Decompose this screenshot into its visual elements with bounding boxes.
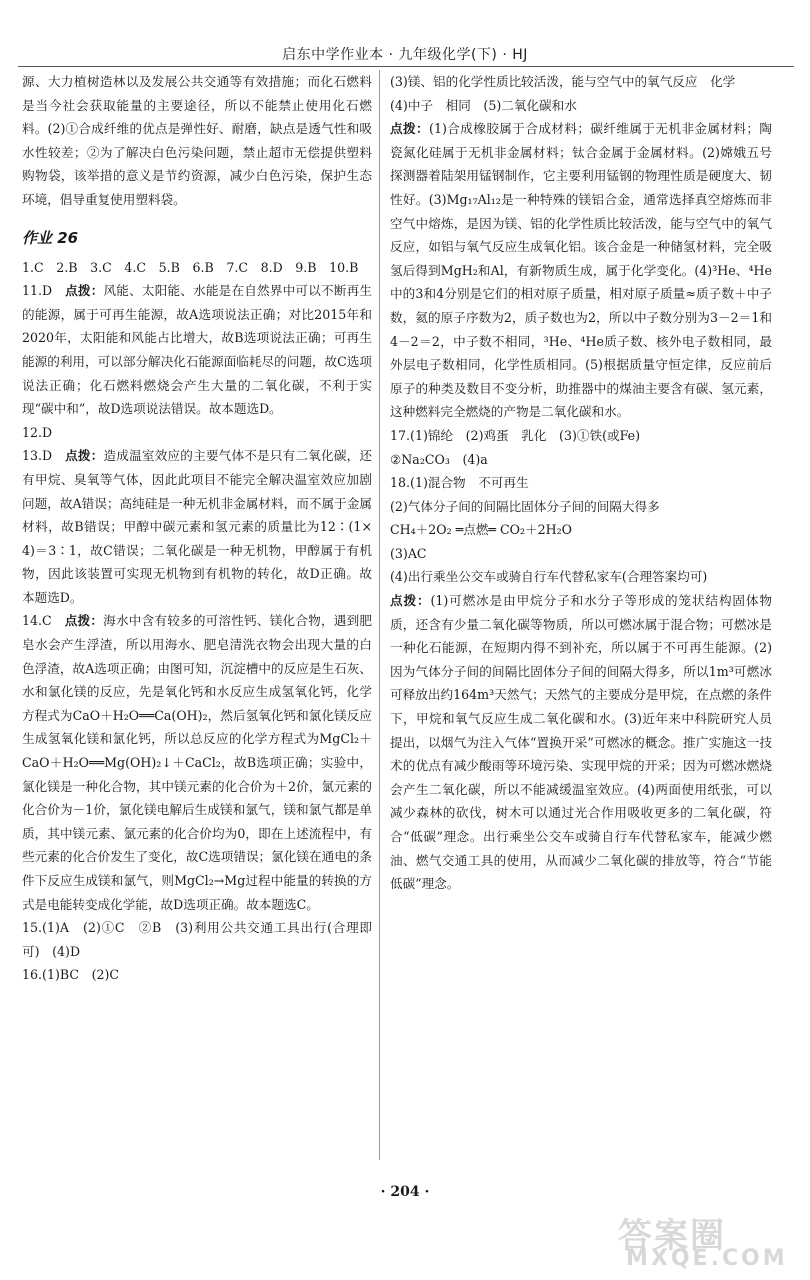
left-column <box>22 70 372 1165</box>
question-16-explanation: 点拨：(1)合成橡胶属于合成材料；碳纤维属于无机非金属材料；陶瓷氮化硅属于无机非金属材料；钛合金属于金属材料。(2)嫦娥五号探测器着陆架用锰钢制作，它主要利用锰钢的物理性质是硬度大、韧性好。(3)Mg₁₇Al₁₂是一种特殊的镁铝合金，通常选择真空熔炼而非空气中熔炼，是因为镁、铝的化学性质比较活泼，能与空气中的氧气反应，如铝与氧气反应生成氧化铝。该合金是一种储氢材料，完全吸氢后得到MgH₂和Al，有新物质生成，属于化学变化。(4)³He、⁴He中的3和4分别是它们的相对原子质量，相对原子质量≈质子数＋中子数，氦的原子序数为2，质子数也为2，所以中子数分别为3－2＝1和4－2＝2，中子数不相同，³He、⁴He质子数、核外电子数相同，最外层电子数相同，化学性质相同。(5)根据质量守恒定律，反应前后原子的种类及数目不变分析，助推器中的煤油主要含有碳、氢元素，这种燃料完全燃烧的产物是二氧化碳和水。 <box>390 121 773 420</box>
watermark-logo <box>610 1208 800 1274</box>
question-18-part-2: (2)气体分子间的间隔比固体分子间的间隔大得多 <box>390 498 660 514</box>
question-16-continued: (3)镁、铝的化学性质比较活泼，能与空气中的氧气反应 化学 <box>390 74 736 89</box>
question-17-a: 17.(1)锦纶 (2)鸡蛋 乳化 (3)①铁(或Fe) <box>390 427 640 443</box>
question-17-b: ②Na₂CO₃ (4)a <box>390 451 488 467</box>
section-title: 作业 26 <box>22 228 79 247</box>
watermark-text: 答案圈 <box>618 1216 726 1256</box>
page-header: 启东中学作业本 · 九年级化学(下) · HJ <box>282 47 528 63</box>
question-18-part-3: (3)AC <box>390 545 427 561</box>
page-number: · 204 · <box>380 1184 430 1200</box>
question-12: 12.D <box>22 424 53 440</box>
chemical-equation: CH₄＋2O₂ ═点燃═ CO₂＋2H₂O <box>390 522 572 538</box>
question-16: 16.(1)BC (2)C <box>22 967 120 983</box>
question-11: 11.D 点拨：风能、太阳能、水能是在自然界中可以不断再生的能源，属于可再生能源，故A选项说法正确；对比2015年和2020年，太阳能和风能占比增大，故B选项说法正确；可再生能源的利用，可以部分解决化石能源面临耗尽的问题，故C选项说法正确；化石燃料燃烧会产生大量的二氧化碳，不利于实现“碳中和”，故D选项说法错误。故本题选D。 <box>22 283 372 417</box>
question-14: 14.C 点拨：海水中含有较多的可溶性钙、镁化合物，遇到肥皂水会产生浮渣，所以用海水、肥皂清洗衣物会出现大量的白色浮渣，故A选项正确；由图可知，沉淀槽中的反应是生石灰、水和氯化镁的反应，先是氧化钙和水反应生成氢氧化钙，化学方程式为CaO＋H₂O══Ca(OH)₂，然后氢氧化钙和氯化镁反应生成氢氧化镁和氯化钙，所以总反应的化学方程式为MgCl₂＋CaO＋H₂O══Mg(OH)₂↓＋CaCl₂，故B选项正确；实验中，氯化镁是一种化合物，其中镁元素的化合价为＋2价，氯元素的化合价为－1价，氯化镁电解后生成镁和氯气，镁和氯气都是单质，其中镁元素、氯元素的化合价均为0，即在上述流程中，有些元素的化合价发生了变化，故C选项错误；氯化镁在通电的条件下反应生成镁和氯气，则MgCl₂→Mg过程中能量的转换的方式是电能转变成化学能，故D选项正确。故本题选C。 <box>22 613 373 912</box>
question-18-part-4: (4)出行乘坐公交车或骑自行车代替私家车(合理答案均可) <box>390 569 708 585</box>
question-13: 13.D 点拨：造成温室效应的主要气体不是只有二氧化碳，还有甲烷、臭氧等气体，因此此项目不能完全解决温室效应加剧问题，故A错误；高纯硅是一种无机非金属材料，而不属于金属材料，故B错误；甲醇中碳元素和氢元素的质量比为12∶(1×4)＝3∶1，故C错误；二氧化碳是一种无机物，甲醇属于有机物，因此该装置可实现无机物到有机物的转化，故D正确。故本题选D。 <box>22 448 372 605</box>
hint-label: 点拨： <box>390 121 430 137</box>
hint-label: 点拨： <box>65 283 104 299</box>
continuation-paragraph: 源、大力植树造林以及发展公共交通等有效措施；而化石燃料是当今社会获取能量的主要途径，所以不能禁止使用化石燃料。(2)①合成纤维的优点是弹性好、耐磨，缺点是透气性和吸水性较差；②为了解决白色污染问题，禁止超市无偿提供塑料购物袋，该举措的意义是节约资源，减少白色污染，保护生态环境，倡导重复使用塑料袋。 <box>22 74 372 207</box>
hint-label: 点拨： <box>65 448 104 464</box>
question-18-part-1: 18.(1)混合物 不可再生 <box>390 475 529 491</box>
hint-label: 点拨： <box>64 613 104 629</box>
question-18-explanation: 点拨：(1)可燃冰是由甲烷分子和水分子等形成的笼状结构固体物质，还含有少量二氧化碳等物质，所以可燃冰属于混合物；可燃冰是一种化石能源，在短期内得不到补充，所以属于不可再生能源。(2)因为气体分子间的间隔比固体分子间的间隔大得多，所以1m³可燃冰可释放出约164m³天然气；天然气的主要成分是甲烷，在点燃的条件下，甲烷和氧气反应生成二氧化碳和水。(3)近年来中科院研究人员提出，以烟气为注入气体“置换开采”可燃冰的概念。推广实施这一技术的优点有减少酸雨等环境污染、实现甲烷的开采；因为可燃冰燃烧会产生二氧化碳，所以不能减缓温室效应。(4)两面使用纸张，可以减少森林的砍伐，树木可以通过光合作用吸收更多的二氧化碳，符合“低碳”理念。出行乘坐公交车或骑自行车代替私家车，能减少燃油、燃气交通工具的使用，从而减少二氧化碳的排放等，符合“节能低碳”理念。 <box>390 593 773 892</box>
answers-1-10: 1.C 2.B 3.C 4.C 5.B 6.B 7.C 8.D 9.B 10.B <box>22 259 359 275</box>
watermark-url: MXQE.COM <box>626 1246 788 1271</box>
column-divider <box>379 70 380 1160</box>
right-column <box>390 70 772 1165</box>
header-rule <box>18 66 794 67</box>
hint-label: 点拨： <box>390 593 431 609</box>
question-15: 15.(1)A (2)①C ②B (3)利用公共交通工具出行(合理即可) (4)D <box>22 920 372 959</box>
question-16-parts-4-5: (4)中子 相同 (5)二氧化碳和水 <box>390 97 577 113</box>
